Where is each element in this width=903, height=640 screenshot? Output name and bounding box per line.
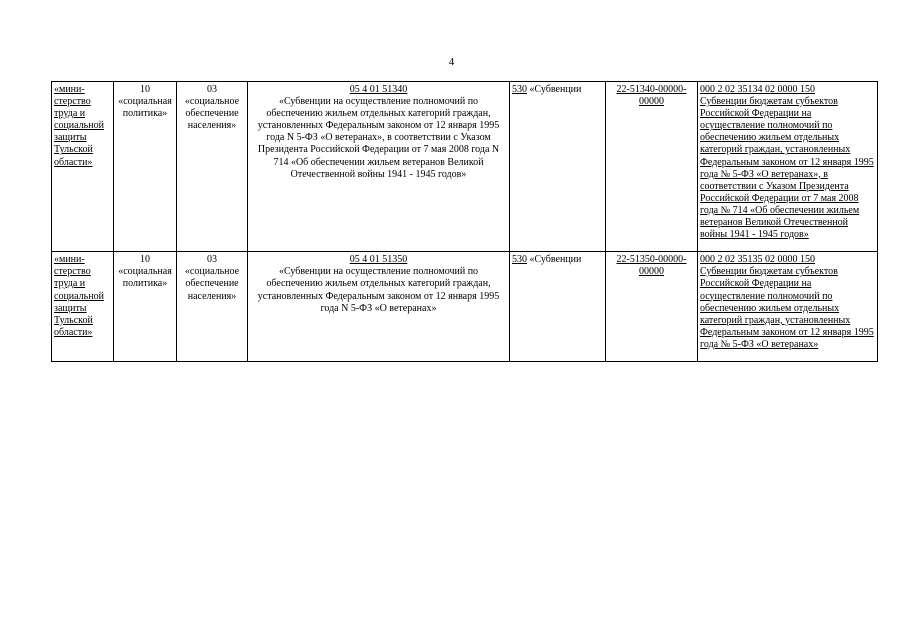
income-description: Субвенции бюджетам субъектов Российской Федерации на осуществление полномочий по обеспечению жильем отдельных категорий граждан, установленных Федеральным законом от 12 января 1995 года № 5-ФЗ «О ветеранах» xyxy=(700,266,874,350)
section-name: «социальная политика» xyxy=(118,96,172,120)
target-article-cell xyxy=(248,252,510,362)
table-row xyxy=(52,252,878,362)
subsection-code: 03 xyxy=(207,254,217,266)
expense-name: «Субвенции xyxy=(527,254,582,266)
income-code-cell xyxy=(698,252,878,362)
expense-type-cell xyxy=(510,82,606,252)
table-row xyxy=(52,82,878,252)
expense-code: 530 xyxy=(512,254,527,266)
income-description: Субвенции бюджетам субъектов Российской Федерации на осуществление полномочий по обеспечению жильем отдельных категорий граждан, установленных Федеральным законом от 12 января 1995 года № 5-ФЗ «О ветеранах», в соответствии с Указом Президента Российской Федерации от 7 мая 2008 года № 714 «Об обеспечении жильем ветеранов Великой Отечественной войны 1941 - 1945 годов» xyxy=(700,96,874,241)
target-code: 05 4 01 51350 xyxy=(349,254,408,266)
section-code: 10 xyxy=(140,254,150,266)
subsection-cell xyxy=(177,252,248,362)
ministry-cell: «мини-стерство труда и социальной защиты Тульской области» xyxy=(52,252,114,362)
income-code-cell xyxy=(698,82,878,252)
page-number: 4 xyxy=(448,56,455,68)
ministry-cell: «мини-стерство труда и социальной защиты Тульской области» xyxy=(52,82,114,252)
section-name: «социальная политика» xyxy=(118,266,172,290)
target-article-cell xyxy=(248,82,510,252)
subsection-code: 03 xyxy=(207,84,217,95)
income-code: 000 2 02 35134 02 0000 150 xyxy=(700,84,815,95)
subsection-name: «социальное обеспечение населения» xyxy=(184,266,240,302)
section-code: 10 xyxy=(140,84,150,95)
target-code: 05 4 01 51340 xyxy=(349,84,408,95)
ext-code-cell: 22-51350-00000-00000 xyxy=(606,252,698,362)
expense-name: «Субвенции xyxy=(527,84,582,95)
income-code: 000 2 02 35135 02 0000 150 xyxy=(700,254,815,266)
subsection-cell xyxy=(177,82,248,252)
target-description: «Субвенции на осуществление полномочий по обеспечению жильем отдельных категорий граждан, установленных Федеральным законом от 12 января 1995 года N 5-ФЗ «О ветеранах», в соответствии с Указом Президента Российской Федерации от 7 мая 2008 года N 714 «Об обеспечении жильем ветеранов Великой Отечественной войны 1941 - 1945 годов» xyxy=(257,96,500,180)
expense-code: 530 xyxy=(512,84,527,95)
section-cell xyxy=(114,252,177,362)
subsection-name: «социальное обеспечение населения» xyxy=(184,96,240,132)
expense-type-cell xyxy=(510,252,606,362)
ext-code-cell: 22-51340-00000-00000 xyxy=(606,82,698,252)
budget-codes-table xyxy=(51,81,878,362)
target-description: «Субвенции на осуществление полномочий по обеспечению жильем отдельных категорий граждан, установленных Федеральным законом от 12 января 1995 года N 5-ФЗ «О ветеранах» xyxy=(257,266,500,314)
section-cell xyxy=(114,82,177,252)
